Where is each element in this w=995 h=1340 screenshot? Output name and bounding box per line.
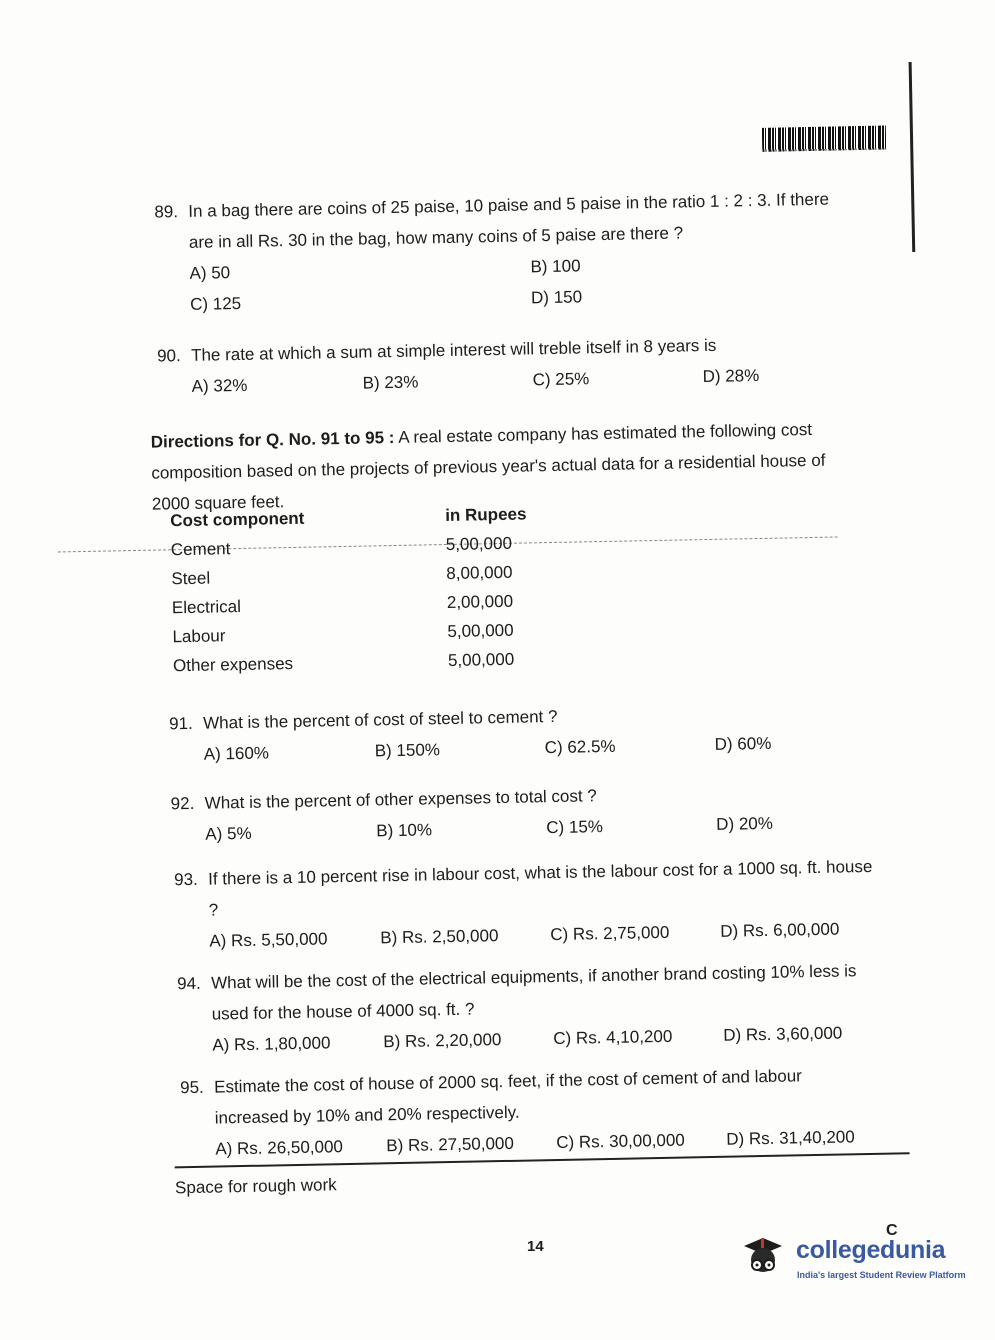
- option-d[interactable]: D) 60%: [714, 733, 772, 754]
- question-stem: What is the percent of cost of steel to cement ?: [202, 706, 558, 733]
- column-header: in Rupees: [445, 503, 527, 525]
- table-cell: Other expenses: [172, 653, 294, 675]
- option-c[interactable]: C) 125: [189, 293, 242, 314]
- cost-table: [170, 499, 568, 681]
- table-cell: 8,00,000: [446, 562, 513, 583]
- brand-name: collegedunia: [796, 1236, 946, 1264]
- option-c[interactable]: C) 62.5%: [544, 736, 616, 758]
- option-a[interactable]: A) Rs. 1,80,000: [212, 1033, 331, 1055]
- option-b[interactable]: B) 10%: [376, 820, 433, 841]
- question-number: 90.: [156, 346, 181, 366]
- column-header: Cost component: [170, 508, 305, 530]
- barcode: [762, 125, 886, 151]
- question-number: 89.: [154, 202, 179, 222]
- rough-work-label: Space for rough work: [174, 1175, 337, 1198]
- set-code: C: [886, 1222, 898, 1239]
- question-stem: If there is a 10 percent rise in labour cost, what is the labour cost for a 1000 sq. ft. house ?: [207, 856, 873, 920]
- option-d[interactable]: D) 28%: [702, 365, 760, 387]
- option-a[interactable]: A) Rs. 26,50,000: [215, 1137, 344, 1159]
- option-b[interactable]: B) Rs. 2,50,000: [380, 926, 499, 948]
- question-stem: What will be the cost of the electrical equipments, if another brand costing 10% less is used for the house of 4000 sq. ft. ?: [210, 961, 857, 1024]
- option-d[interactable]: D) Rs. 3,60,000: [723, 1023, 843, 1045]
- option-d[interactable]: D) Rs. 31,40,200: [726, 1127, 855, 1149]
- option-d[interactable]: D) 150: [530, 287, 583, 308]
- question-stem: Estimate the cost of house of 2000 sq. feet, if the cost of cement of and labour increased by 10% and 20% respectively.: [213, 1066, 803, 1128]
- table-cell: 5,00,000: [447, 620, 514, 641]
- table-cell: 5,00,000: [445, 533, 513, 554]
- question-stem: What is the percent of other expenses to total cost ?: [204, 786, 597, 813]
- option-c[interactable]: C) 25%: [532, 369, 590, 390]
- option-b[interactable]: B) 150%: [374, 740, 441, 761]
- option-b[interactable]: B) 100: [530, 256, 581, 277]
- margin-rule: [909, 62, 916, 252]
- table-cell: Labour: [172, 625, 226, 646]
- table-cell: Electrical: [171, 596, 242, 617]
- question-number: 94.: [176, 973, 201, 994]
- option-b[interactable]: B) 23%: [362, 372, 419, 393]
- question-91: [169, 695, 870, 770]
- option-c[interactable]: C) Rs. 4,10,200: [553, 1026, 673, 1049]
- question-92: [170, 775, 871, 850]
- table-cell: 2,00,000: [446, 591, 514, 612]
- option-c[interactable]: C) Rs. 2,75,000: [550, 922, 670, 945]
- page-number: 14: [527, 1238, 544, 1255]
- question-stem: The rate at which a sum at simple interest will treble itself in 8 years is: [190, 335, 717, 365]
- directions-text: A real estate company has estimated the following cost composition based on the projects of previous year's actual data for a residential house of 2000 square feet.: [151, 419, 826, 514]
- question-90: [157, 327, 858, 402]
- table-cell: 5,00,000: [447, 649, 515, 670]
- option-a[interactable]: A) 32%: [191, 375, 248, 396]
- option-a[interactable]: A) Rs. 5,50,000: [209, 929, 328, 951]
- question-94: [177, 955, 879, 1061]
- option-a[interactable]: A) 5%: [205, 823, 252, 844]
- option-d[interactable]: D) 20%: [716, 813, 774, 834]
- question-number: 92.: [170, 793, 195, 814]
- graduate-mascot-icon: [740, 1232, 786, 1278]
- question-number: 95.: [179, 1077, 204, 1098]
- question-number: 91.: [168, 713, 193, 734]
- table-row: [173, 644, 568, 681]
- option-c[interactable]: C) Rs. 30,00,000: [556, 1130, 685, 1153]
- option-a[interactable]: A) 160%: [203, 743, 270, 764]
- option-b[interactable]: B) Rs. 27,50,000: [386, 1133, 515, 1156]
- table-cell: Cement: [170, 538, 231, 559]
- question-95: [180, 1059, 882, 1165]
- option-a[interactable]: A) 50: [189, 263, 231, 283]
- directions-label: Directions for Q. No. 91 to 95 :: [150, 427, 395, 452]
- question-89: [154, 183, 856, 320]
- brand-tagline: India's largest Student Review Platform: [797, 1270, 966, 1280]
- question-number: 93.: [173, 869, 198, 890]
- option-d[interactable]: D) Rs. 6,00,000: [720, 919, 840, 941]
- question-stem: In a bag there are coins of 25 paise, 10 paise and 5 paise in the ratio 1 : 2 : 3. If there are in all Rs. 30 in the bag, how many coins of 5 paise are there ?: [188, 189, 830, 252]
- brand-watermark: [740, 1228, 970, 1288]
- option-b[interactable]: B) Rs. 2,20,000: [383, 1030, 502, 1052]
- question-93: [174, 851, 876, 957]
- table-cell: Steel: [171, 568, 211, 588]
- option-c[interactable]: C) 15%: [546, 817, 604, 838]
